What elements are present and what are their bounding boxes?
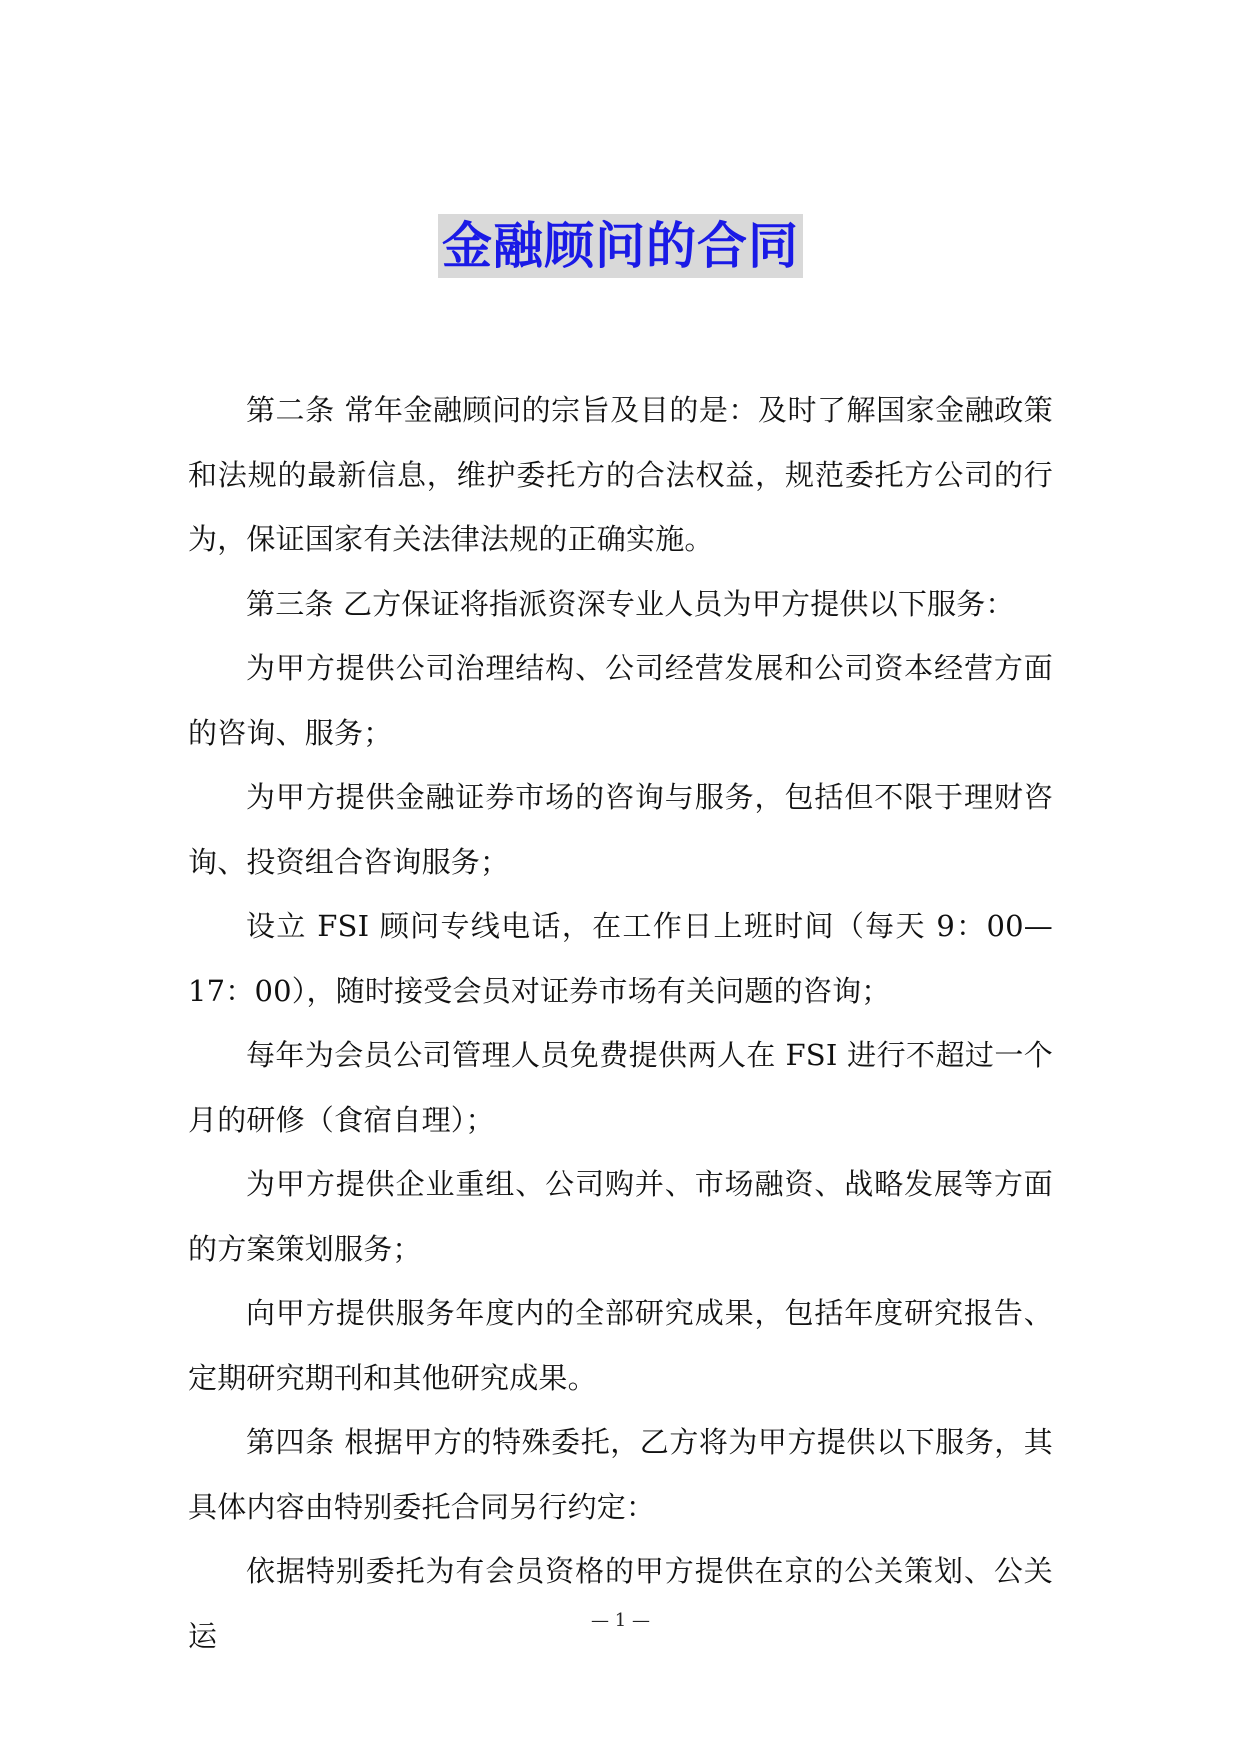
paragraph: 为甲方提供企业重组、公司购并、市场融资、战略发展等方面的方案策划服务； [188,1167,1053,1266]
document-title: 金融顾问的合同 [438,214,803,278]
paragraph: 为甲方提供金融证券市场的咨询与服务，包括但不限于理财咨询、投资组合咨询服务； [188,780,1053,879]
paragraph: 向甲方提供服务年度内的全部研究成果，包括年度研究报告、定期研究期刊和其他研究成果。 [188,1296,1053,1395]
page-number: — 1 — [591,1610,650,1631]
paragraph: 第三条 乙方保证将指派资深专业人员为甲方提供以下服务： [246,586,1015,621]
paragraph: 为甲方提供公司治理结构、公司经营发展和公司资本经营方面的咨询、服务； [188,651,1053,750]
paragraph: 依据特别委托为有会员资格的甲方提供在京的公关策划、公关运 [188,1554,1053,1653]
paragraph: 第四条 根据甲方的特殊委托，乙方将为甲方提供以下服务，其具体内容由特别委托合同另行约定： [188,1425,1053,1524]
title-container [0,214,1241,278]
document-body [188,378,1053,1668]
paragraph: 设立 FSI 顾问专线电话，在工作日上班时间（每天 9：00—17：00），随时接受会员对证券市场有关问题的咨询； [188,909,1053,1008]
paragraph: 每年为会员公司管理人员免费提供两人在 FSI 进行不超过一个月的研修（食宿自理）； [188,1038,1053,1137]
paragraph: 第二条 常年金融顾问的宗旨及目的是：及时了解国家金融政策和法规的最新信息，维护委托方的合法权益，规范委托方公司的行为，保证国家有关法律法规的正确实施。 [188,393,1053,556]
